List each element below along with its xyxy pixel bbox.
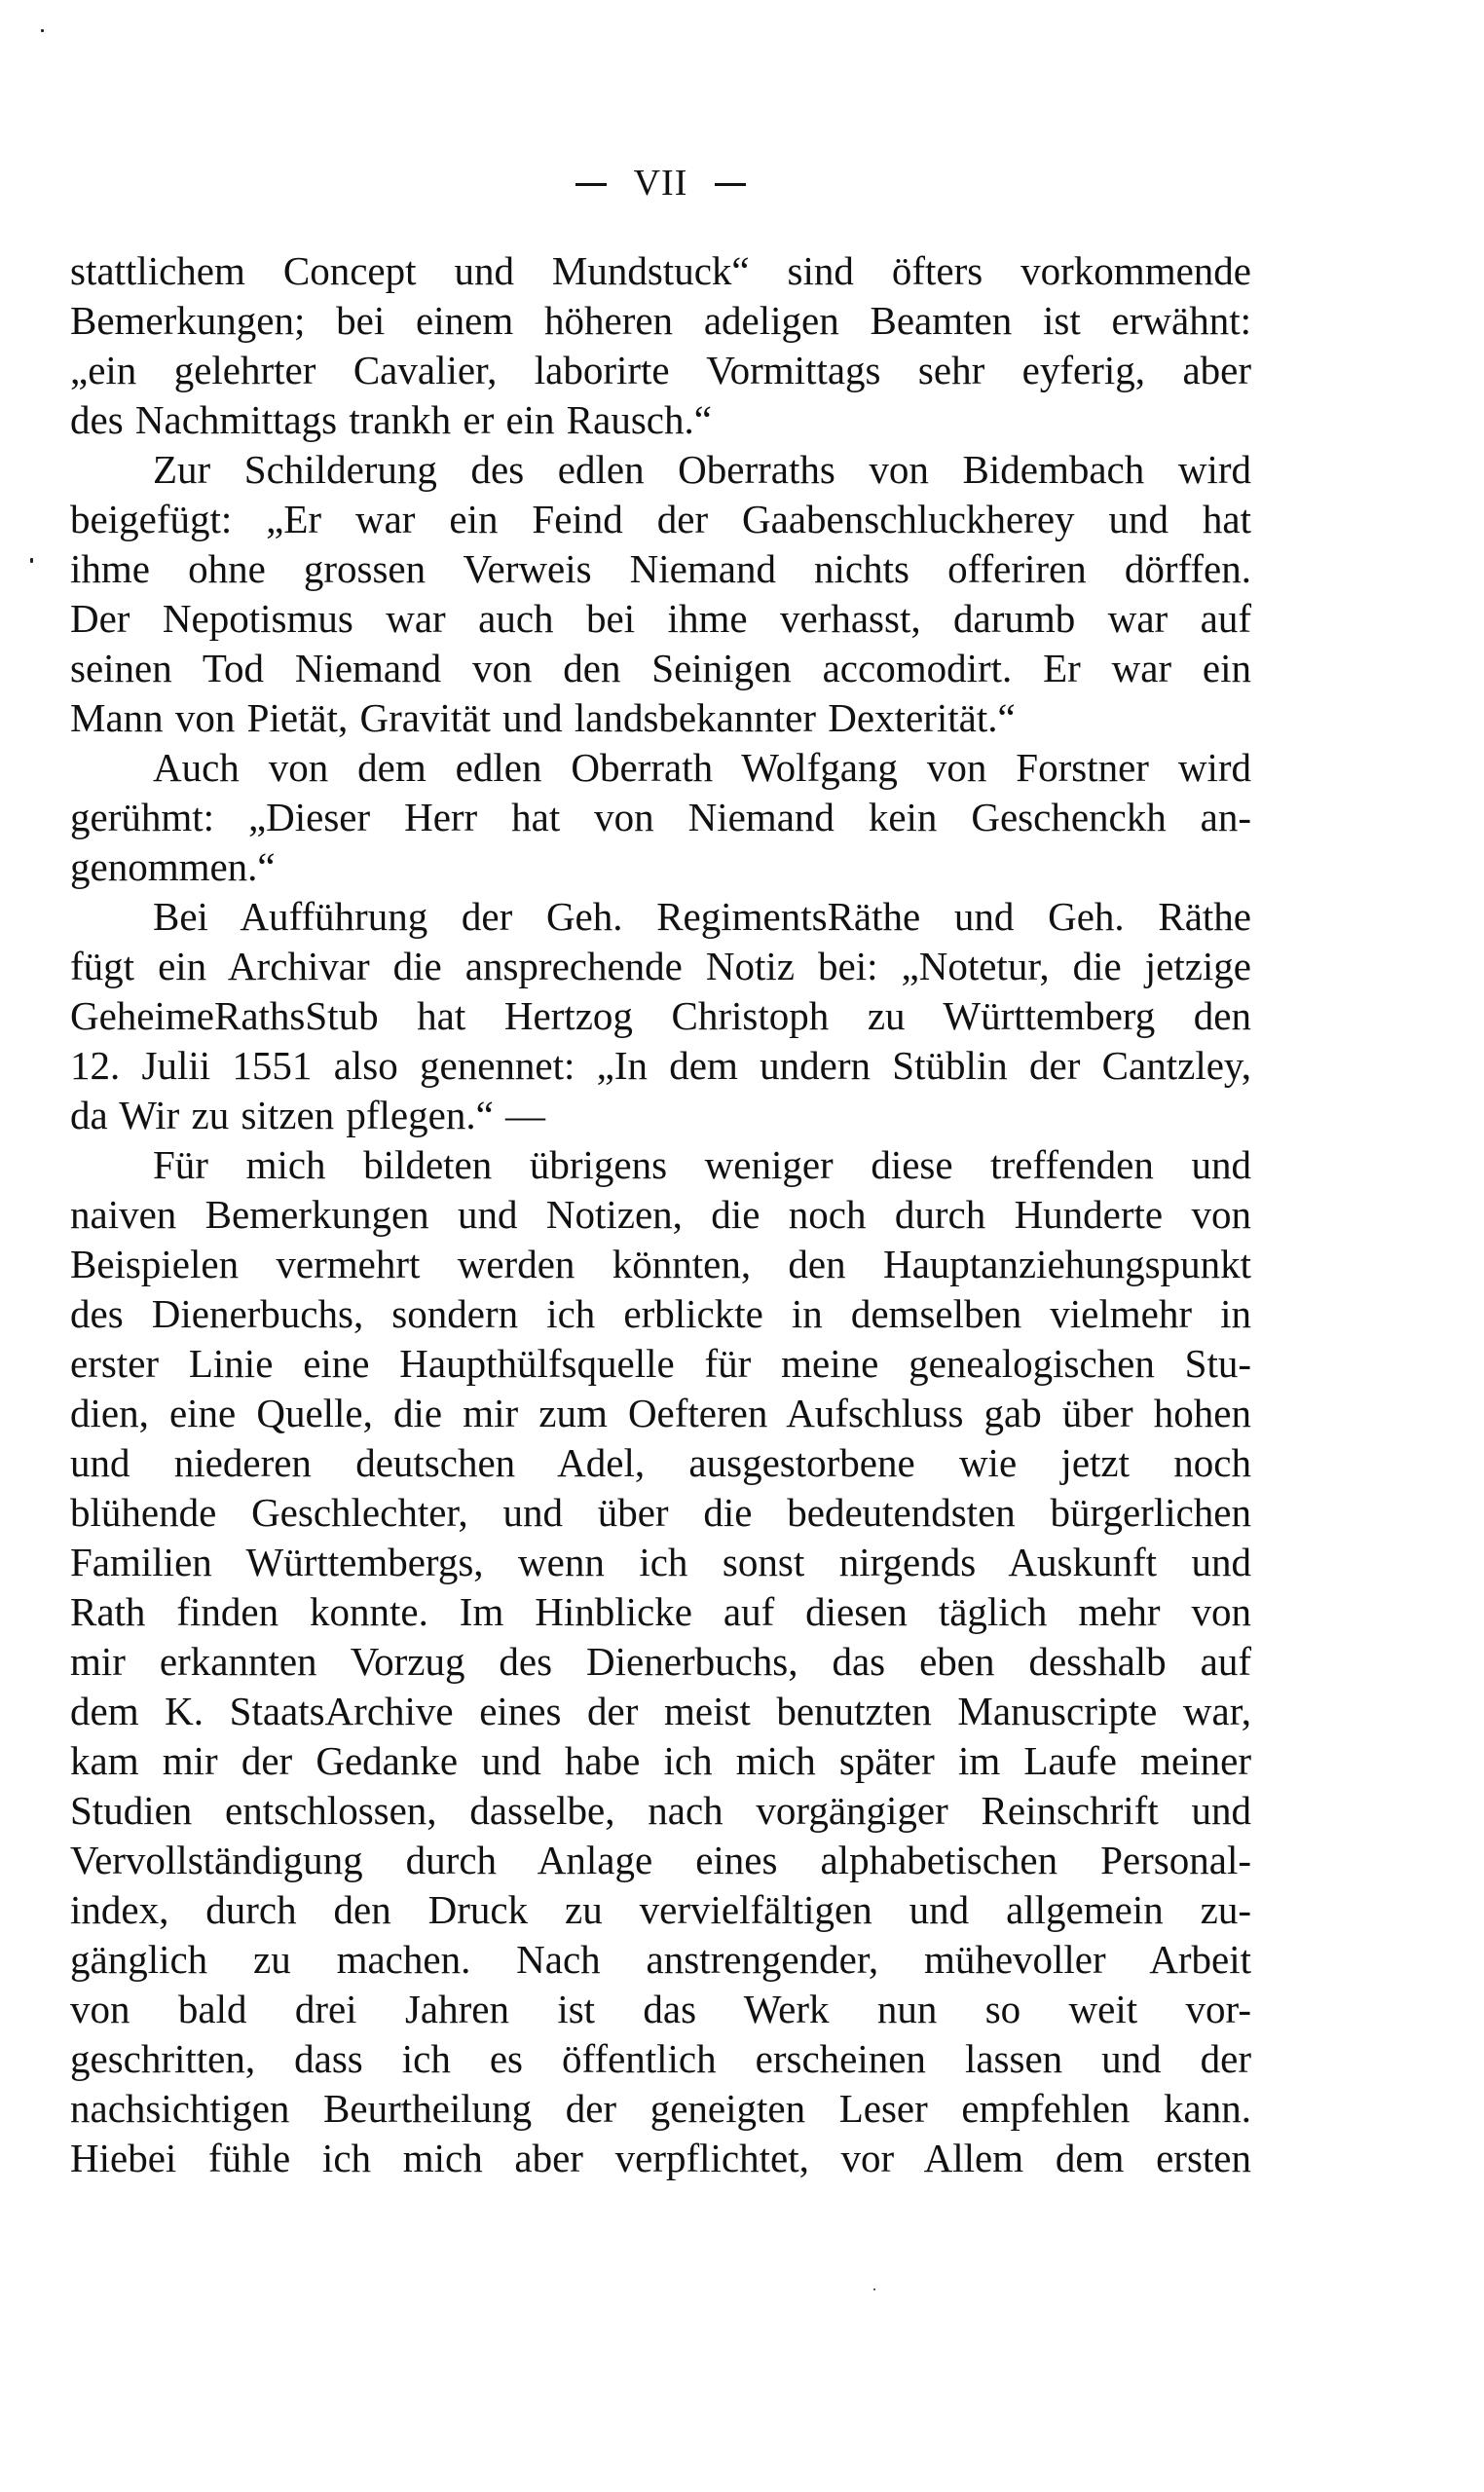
paragraph: [70, 743, 1251, 892]
paragraph: [70, 892, 1251, 1140]
text-line: mir erkannten Vorzug des Dienerbuchs, das eben desshalb auf: [70, 1639, 1251, 1684]
paragraph: [70, 246, 1251, 445]
text-line: des Nachmittags trankh er ein Rausch.“: [70, 397, 712, 442]
text-line: Vervollständigung durch Anlage eines alphabetischen Personal-: [70, 1838, 1251, 1882]
text-line: Zur Schilderung des edlen Oberraths von Bidembach wird: [153, 447, 1251, 492]
page-number: VII: [633, 163, 688, 204]
text-line: Hiebei fühle ich mich aber verpflichtet, vor Allem dem ersten: [70, 2136, 1251, 2180]
text-line: Bemerkungen; bei einem höheren adeligen Beamten ist erwähnt:: [70, 298, 1251, 343]
text-line: Auch von dem edlen Oberrath Wolfgang von Forstner wird: [153, 745, 1251, 790]
text-line: fügt ein Archivar die ansprechende Notiz bei: „Notetur, die jetzige: [70, 944, 1251, 988]
text-line: index, durch den Druck zu vervielfältigen und allgemein zu-: [70, 1887, 1251, 1932]
text-line: naiven Bemerkungen und Notizen, die noch durch Hunderte von: [70, 1192, 1251, 1237]
header-dash-left: [575, 183, 607, 186]
text-line: Mann von Pietät, Gravität und landsbekannter Dexterität.“: [70, 695, 1016, 740]
scan-speck: [41, 29, 44, 32]
text-line: gänglich zu machen. Nach anstrengender, mühevoller Arbeit: [70, 1937, 1251, 1982]
text-line: stattlichem Concept und Mundstuck“ sind öfters vorkommende: [70, 248, 1251, 293]
text-line: nachsichtigen Beurtheilung der geneigten Leser empfehlen kann.: [70, 2086, 1251, 2131]
text-line: genommen.“: [70, 844, 276, 889]
text-line: Familien Württembergs, wenn ich sonst nirgends Auskunft und: [70, 1540, 1251, 1584]
text-line: ihme ohne grossen Verweis Niemand nichts offeriren dörffen.: [70, 546, 1251, 591]
text-line: und niederen deutschen Adel, ausgestorbene wie jetzt noch: [70, 1440, 1251, 1485]
text-line: erster Linie eine Haupthülfsquelle für meine genealogischen Stu-: [70, 1341, 1251, 1386]
paragraph: [70, 1140, 1251, 2183]
text-line: blühende Geschlechter, und über die bedeutendsten bürgerlichen: [70, 1490, 1251, 1535]
text-line: Der Nepotismus war auch bei ihme verhasst, darumb war auf: [70, 596, 1251, 641]
text-line: Für mich bildeten übrigens weniger diese treffenden und: [153, 1142, 1251, 1187]
text-line: dem K. StaatsArchive eines der meist benutzten Manuscripte war,: [70, 1689, 1251, 1733]
scan-speck: [873, 2288, 875, 2290]
text-line: seinen Tod Niemand von den Seinigen accomodirt. Er war ein: [70, 646, 1251, 690]
text-line: kam mir der Gedanke und habe ich mich später im Laufe meiner: [70, 1738, 1251, 1783]
text-line: beigefügt: „Er war ein Feind der Gaabenschluckherey und hat: [70, 497, 1251, 541]
text-line: GeheimeRathsStub hat Hertzog Christoph zu Württemberg den: [70, 993, 1251, 1038]
text-line: gerühmt: „Dieser Herr hat von Niemand kein Geschenckh an-: [70, 795, 1251, 839]
text-line: Beispielen vermehrt werden könnten, den Hauptanziehungspunkt: [70, 1242, 1251, 1286]
text-line: Rath finden konnte. Im Hinblicke auf diesen täglich mehr von: [70, 1589, 1251, 1634]
page-header: [0, 162, 1321, 205]
text-line: 12. Julii 1551 also genennet: „In dem undern Stüblin der Cantzley,: [70, 1043, 1251, 1088]
text-line: des Dienerbuchs, sondern ich erblickte in demselben vielmehr in: [70, 1291, 1251, 1336]
paragraph: [70, 445, 1251, 743]
body-text: [70, 246, 1251, 2183]
text-line: von bald drei Jahren ist das Werk nun so weit vor-: [70, 1987, 1251, 2031]
text-line: Studien entschlossen, dasselbe, nach vorgängiger Reinschrift und: [70, 1788, 1251, 1833]
text-line: geschritten, dass ich es öffentlich erscheinen lassen und der: [70, 2036, 1251, 2081]
text-line: Bei Aufführung der Geh. RegimentsRäthe und Geh. Räthe: [153, 894, 1251, 939]
text-line: da Wir zu sitzen pflegen.“ —: [70, 1093, 546, 1137]
text-line: dien, eine Quelle, die mir zum Oefteren Aufschluss gab über hohen: [70, 1391, 1251, 1435]
text-line: „ein gelehrter Cavalier, laborirte Vormittags sehr eyferig, aber: [70, 348, 1251, 392]
scan-speck: [30, 558, 33, 563]
header-dash-right: [715, 183, 746, 186]
